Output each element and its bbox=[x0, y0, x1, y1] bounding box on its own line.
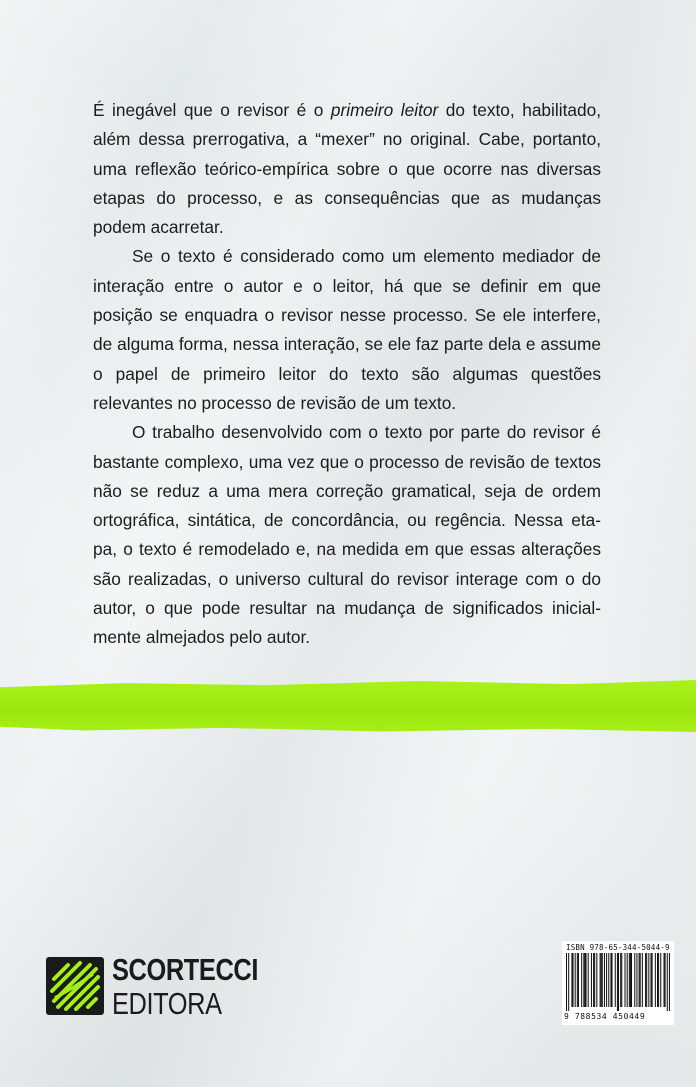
publisher-name-line1: SCORTECCI bbox=[112, 952, 259, 987]
publisher-logo bbox=[46, 952, 259, 1023]
paragraph-text: do texto, habilitado, além dessa prerrogativa, a “mexer” no original. Cabe, portanto, uma reflexão teórico-empírica sobre o que ocorre nas diversas etapas do processo, e as consequências que as mudanças podem acarretar. bbox=[93, 100, 602, 238]
paragraph-3 bbox=[93, 418, 601, 652]
barcode-bars bbox=[566, 953, 670, 1011]
emphasis-text: primeiro leitor bbox=[330, 100, 439, 120]
paragraph-1 bbox=[93, 96, 601, 242]
paragraph-text: Se o texto é considerado como um elemento mediador de interação entre o autor e o leitor, há que se definir em que posição se enquadra o revisor nesse processo. Se ele interfere, de alguma forma, nessa interação, se ele faz parte dela e assume o papel de primeiro leitor do texto são algumas questões relevantes no processo de revisão de um texto. bbox=[93, 246, 601, 413]
barcode-digits: 9 788534 450449 bbox=[564, 1012, 646, 1021]
scribble-logo-icon bbox=[46, 957, 104, 1015]
isbn-label: ISBN 978-65-344-5044-9 bbox=[566, 943, 670, 952]
back-cover-text bbox=[93, 96, 601, 653]
publisher-name-line2: EDITORA bbox=[112, 986, 222, 1021]
isbn-barcode bbox=[562, 941, 674, 1025]
publisher-name bbox=[112, 953, 290, 1021]
green-accent-band bbox=[0, 680, 696, 732]
paragraph-2 bbox=[93, 242, 601, 418]
paragraph-text: É inegável que o revisor é o bbox=[93, 100, 331, 120]
paragraph-text: O trabalho desenvolvido com o texto por parte do revisor é bastante complexo, uma vez que o processo de revisão de textos não se reduz a uma mera correção gramatical, seja de ordem ortográfica, sintática, de concordância, ou regência. Nessa eta-pa, o texto é remodelado e, na medida em que essas alterações são realizadas, o universo cultural do revisor interage com o do autor, o que pode resultar na mudança de significados inicial-mente almejados pelo autor. bbox=[93, 422, 601, 648]
